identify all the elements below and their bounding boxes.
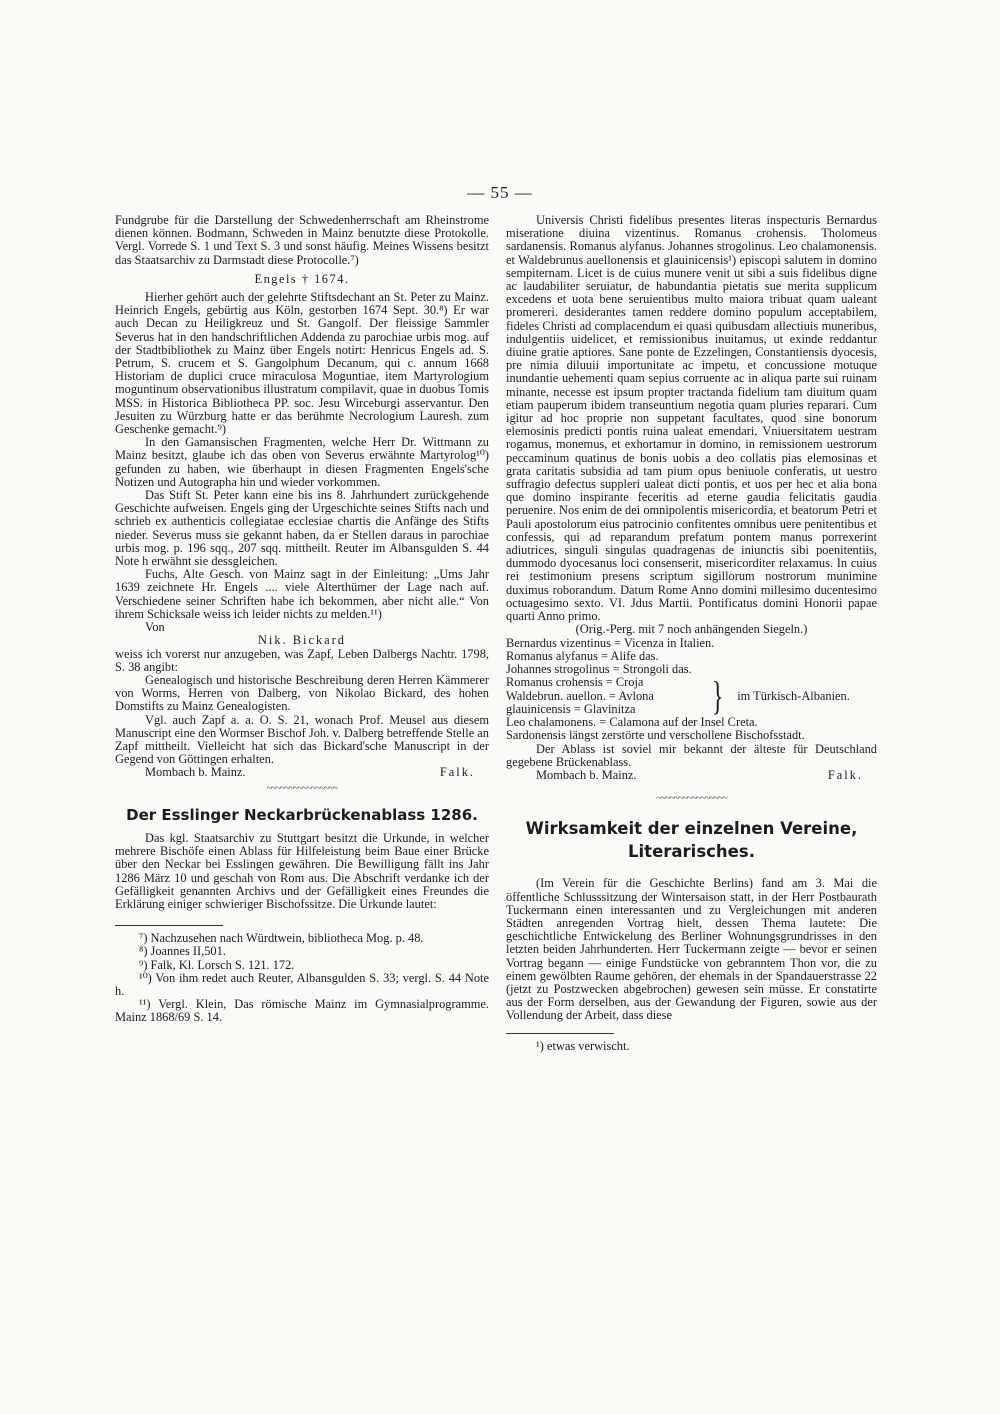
footnote-rule bbox=[115, 925, 223, 926]
latin-charter-text: Universis Christi fidelibus presentes literas inspecturis Bernardus miseratione diuina vizentinus. Romanus crohensis. Tholomeus sardanensis. Romanus alyfanus. Johannes strogolinus. Leo chalamonensis. et Waldebrunus auellonensis et glauinicensis¹) episcopi salutem in domino sempiternam. Licet is de cuius munere venit ut sibi a suis fidelibus digne ac laudabiliter seruiatur, de habundantia pietatis sue merita supplicum excedens et uota bene seruientibus multo maiora tribuat quam ualeant promereri. desiderantes tamen reddere domino populum acceptabilem, fideles Christi ad complacendum ei quasi quibusdam allectiuis muneribus, indulgentiis uidelicet, et remissionibus inuitamus, ut exinde reddantur diuine gratie aptiores. Sane ponte de Ezzelingen, Constantiensis dyocesis, pre nimia diluuii importunitate ac impetu, et concussione motuque inundantie uehementi quam sepius corruente ac in aliqua parte sui ruinam minante, necesse est ipsum propter tractanda fidelium tam diuitum quam etiam pauperum ibidem transeuntium negotia quam pluries reparari. Cum igitur ad hoc proprie non suppetant facultates, quod sine bonorum elemosinis predicti pontis ruina ualeat emendari, Vniuersitatem uestram rogamus, monemus, et exhortamur in domino, in remissionem uestrorum peccaminum quatinus de bonis uobis a deo collatis pias elemosinas et grata caritatis subsidia ad tam pium opus beniuole conferatis, ut uestro suffragio defectus suppleri ualeat dicti pontis, et uos per hec et alia bona que domino inspirante feceritis ad eterne gaudia felicitatis gaudia peruenire. Nos enim de dei omnipolentis misericordia, et beatorum Petri et Pauli apostolorum eius patrocinio confitentes omnibus uere penitentibus et confessis, qui ad reparandum prefatum pontem manus porrexerint adiutrices, singuli singulas quadragenas de iniunctis sibi poenitentiis, dummodo dyocesanus loci consenserit, misericorditer relaxamus. In cuius rei testimonium presens scriptum sigillorum nostrorum munimine duximus roborandum. Datum Rome Anno domini millesimo ducentesimo octuagesimo sexto. VI. Jdus Martii. Pontificatus domini Honorii papae quarti Anno primo. bbox=[506, 213, 877, 624]
signature-line bbox=[115, 766, 489, 779]
paragraph: weiss ich vorerst nur anzugeben, was Zapf, Leben Dalbergs Nachtr. 1798, S. 38 angibt: bbox=[115, 646, 489, 674]
brace-label: im Türkisch-Albanien. bbox=[737, 688, 850, 703]
engels-heading: Engels † 1674. bbox=[254, 271, 350, 286]
gloss-line: Johannes strogolinus = Strongoli das. bbox=[506, 661, 692, 676]
footnote: ¹) etwas verwischt. bbox=[536, 1038, 630, 1053]
brace-gloss-group bbox=[506, 673, 877, 719]
gloss-line: Waldebrun. auellon. = Avlona bbox=[506, 688, 654, 703]
paragraph: Fuchs, Alte Gesch. von Mainz sagt in der Einleitung: „Ums Jahr 1639 zeichnete Hr. Engels .... viele Alterthümer der Lage nach auf. Verschiedene seiner Schriften habe ich bekommen, aber nicht alle.“ Von ihrem Schicksale weiss ich leider nichts zu melden.¹¹) bbox=[115, 567, 489, 621]
section-title bbox=[506, 817, 877, 863]
section-title-line-1: Wirksamkeit der einzelnen Vereine, bbox=[525, 819, 858, 839]
footnote-rule bbox=[506, 1033, 614, 1034]
divider: ~~~~~~~~~~~~~~~~ bbox=[266, 782, 338, 794]
bickard-heading: Nik. Bickard bbox=[257, 633, 346, 648]
paragraph: Fundgrube für die Darstellung der Schwedenherrschaft am Rheinstrome dienen können. Bodmann, Schweden in Mainz benutzte diese Protokolle. Vergl. Vorrede S. 1 und Text S. 3 und sonst häufig. Meines Wissens besitzt das Staatsarchiv zu Darmstadt diese Protocolle.⁷) bbox=[115, 213, 489, 267]
sign-place: Mombach b. Mainz. bbox=[536, 767, 637, 782]
footnote: ¹¹) Vergl. Klein, Das römische Mainz im Gymnasialprogramme. Mainz 1868/69 S. 14. bbox=[115, 997, 489, 1025]
paragraph: Hierher gehört auch der gelehrte Stiftsdechant an St. Peter zu Mainz. Heinrich Engels, gebürtig aus Köln, gestorben 1674 Sept. 30.⁸) Er war auch Decan zu Heiligkreuz und St. Gangolf. Der fleissige Sammler Severus hat in den handschriftlichen Addenda zu parochiae urbis mog. auf der Stadtbibliothek zu Mainz über Engels notirt: Henricus Engels ad. S. Petrum, S. crucem et S. Gangolphum Decanum, qui c. annum 1668 Historiam de duplici cruce miraculosa Moguntiae, item Martyrologium moguntinum observationibus illustratum compilavit, quae in duobus Tomis MSS. in Historica Bibliotheca PP. soc. Jesu Wirceburgi asservantur. Den Jesuiten zu Würzburg hatte er das berühmte Necrologium Lauresh. zum Geschenke gemacht.⁹) bbox=[115, 290, 489, 437]
page-number: — 55 — bbox=[467, 183, 533, 202]
sign-place: Mombach b. Mainz. bbox=[145, 765, 246, 780]
sign-name: Falk. bbox=[827, 767, 863, 782]
paragraph: Von bbox=[145, 620, 165, 635]
paragraph: Das Stift St. Peter kann eine bis ins 8. Jahrhundert zurückgehende Geschichte aufweisen. Engels ging der Urgeschichte seines Stifts nach und schrieb ex authenticis collegiatae ecclesiae chartis die Anfänge des Stifts nieder. Severus muss sie gekannt haben, da er Stellen daraus in parochiae urbis mog. p. 196 sqq., 207 sqq. mittheilt. Reuter im Albansgulden S. 44 Note h erwähnt sie dessgleichen. bbox=[115, 488, 489, 569]
gloss-line: glauinicensis = Glavinitza bbox=[506, 701, 636, 716]
gloss-line: Romanus crohensis = Croja bbox=[506, 675, 644, 690]
gloss-line: Bernardus vizentinus = Vicenza in Italien. bbox=[506, 635, 715, 650]
footnote: ¹⁰) Von ihm redet auch Reuter, Albansgulden S. 33; vergl. S. 44 Note h. bbox=[115, 970, 489, 998]
paragraph: Genealogisch und historische Beschreibung deren Herren Kämmerer von Worms, Herren von Dalberg, von Nikolao Bickard, des hohen Domstifts zu Mainz Genealogisten. bbox=[115, 672, 489, 714]
sign-name: Falk. bbox=[439, 765, 475, 780]
article-title: Der Esslinger Neckarbrückenablass 1286. bbox=[126, 805, 478, 824]
paragraph: Das kgl. Staatsarchiv zu Stuttgart besitzt die Urkunde, in welcher mehrere Bischöfe einen Ablass für Hilfeleistung beim Baue einer Brücke über den Neckar bei Esslingen gewähren. Die Bewilligung fällt ins Jahr 1286 März 10 und geschah von Rom aus. Die Abschrift verdanke ich der Gefälligkeit genannten Archivs und der Gefälligkeit eines Freundes die Erklärung einiger schwieriger Bischofssitze. Die Urkunde lautet: bbox=[115, 830, 489, 911]
left-column bbox=[115, 214, 489, 1025]
perg-note: (Orig.-Perg. mit 7 noch anhängenden Siegeln.) bbox=[575, 622, 808, 637]
gloss-line: Sardonensis längst zerstörte und verschollene Bischofsstadt. bbox=[506, 728, 805, 743]
footnote: ⁹) Falk, Kl. Lorsch S. 121. 172. bbox=[139, 957, 295, 972]
footnote: ⁸) Joannes II,501. bbox=[139, 944, 226, 959]
paragraph: Vgl. auch Zapf a. a. O. S. 21, wonach Prof. Meusel aus diesem Manuscript eine den Wormser Bischof Joh. v. Dalberg betreffende Stelle an Zapf mittheilt. Vielleicht hat sich das Bickard'sche Manuscript in der Gegend von Göttingen erhalten. bbox=[115, 712, 489, 767]
paragraph: (Im Verein für die Geschichte Berlins) fand am 3. Mai die öffentliche Schlusssitzung der Wintersaison statt, in der Herr Postbaurath Tuckermann einen interessanten und zu Vergleichungen mit anderen Städten anregenden Vortrag hielt, dessen Thema lautete: Die geschichtliche Entwickelung des Berliner Wohnungsgrundrisses in den letzten beiden Jahrhunderten. Herr Tuckermann zeigte — bevor er seinen Vortrag begann — einige Fundstücke von gebranntem Thon vor, die zu einem gewölbten Raume gehören, der ehemals in der Spandauerstrasse 22 (jetzt zu Postzwecken abgebrochen) gewesen sein müsse. Er constatirte aus der Form derselben, aus der Gewandung der Figuren, sowie aus der Vollendung der Arbeit, dass diese bbox=[506, 876, 877, 1023]
divider: ~~~~~~~~~~~~~~~~ bbox=[656, 793, 727, 805]
ablass-note: Der Ablass ist soviel mir bekannt der älteste für Deutschland gegebene Brückenablass. bbox=[506, 741, 877, 769]
section-title-line-2: Literarisches. bbox=[628, 842, 755, 862]
curly-brace-icon: } bbox=[711, 673, 724, 719]
footnote: ⁷) Nachzusehen nach Würdtwein, bibliotheca Mog. p. 48. bbox=[139, 931, 424, 946]
paragraph: In den Gamansischen Fragmenten, welche Herr Dr. Wittmann zu Mainz besitzt, glaube ich das oben von Severus erwähnte Martyrolog¹⁰) gefunden zu haben, wie überhaupt in diesen Fragmenten Engels'sche Notizen und Autographa hin und wieder vorkommen. bbox=[115, 435, 489, 489]
signature-line bbox=[506, 769, 877, 782]
gloss-line: Leo chalamonens. = Calamona auf der Insel Creta. bbox=[506, 715, 758, 730]
gloss-line: Romanus alyfanus = Alife das. bbox=[506, 648, 659, 663]
right-column bbox=[506, 214, 877, 1053]
